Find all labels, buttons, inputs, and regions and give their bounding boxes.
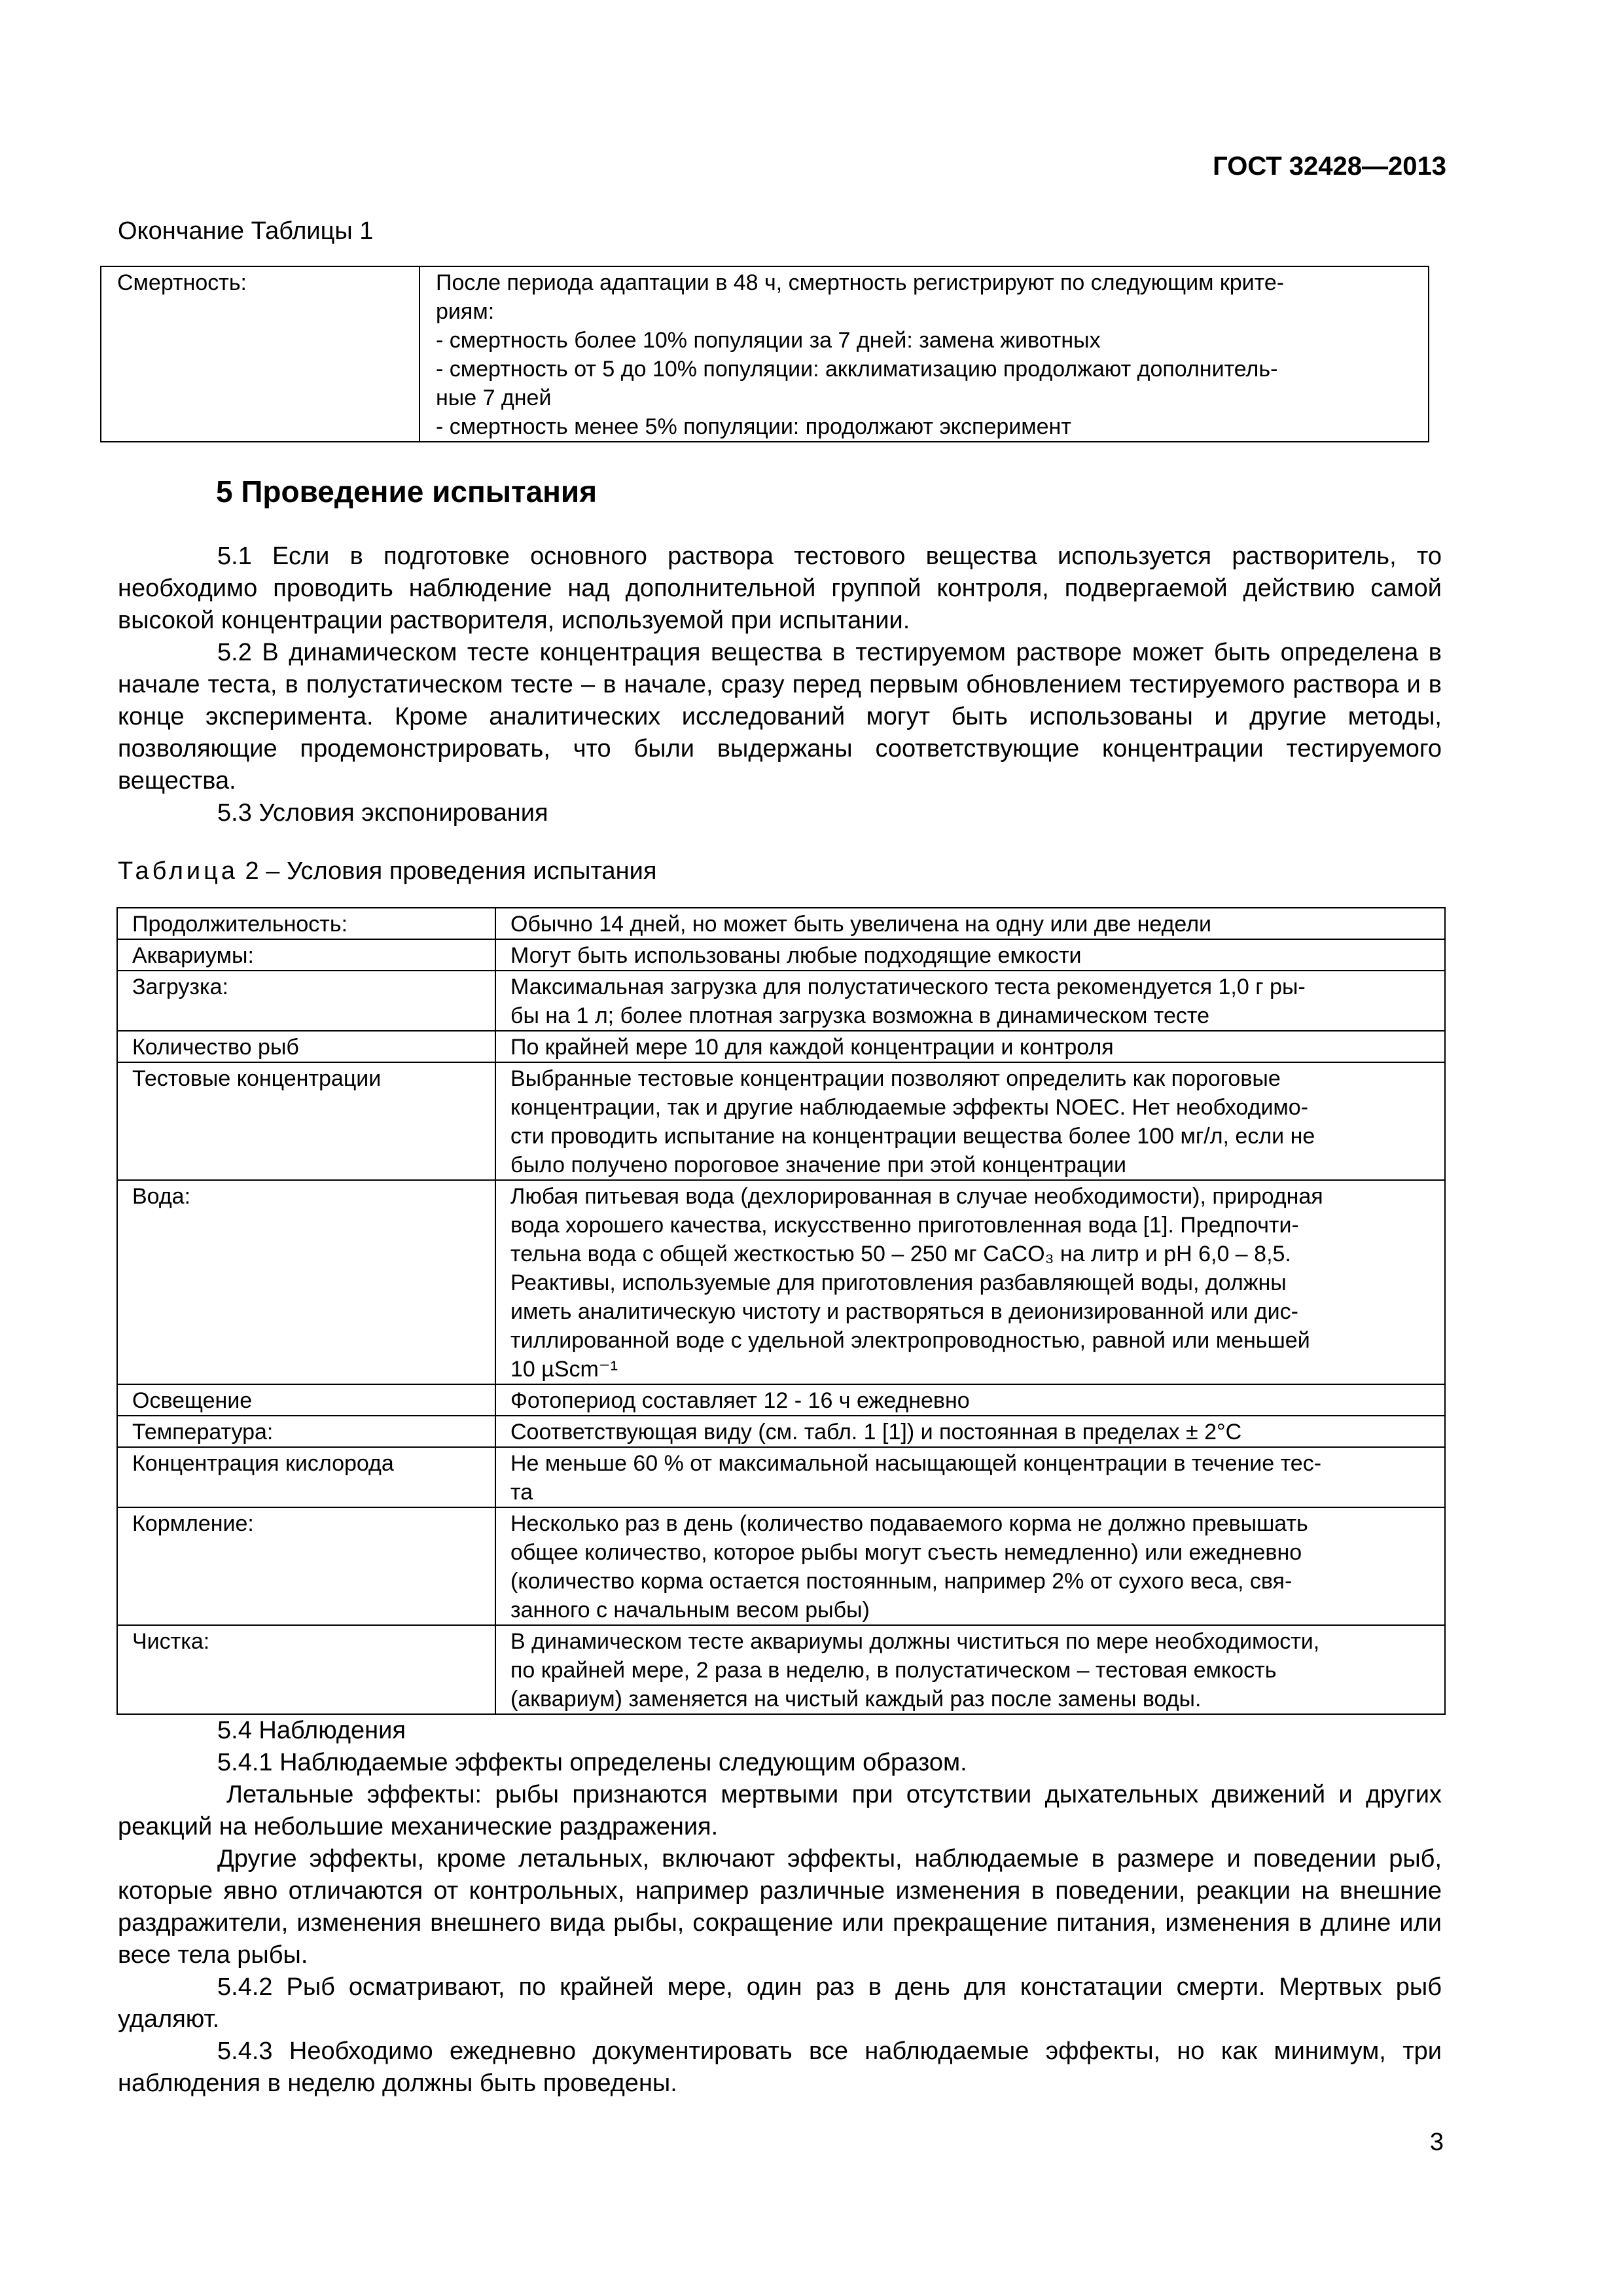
table1-row	[101, 266, 1429, 442]
table2-value-cell	[495, 1031, 1445, 1062]
body-text-bottom	[118, 1715, 1442, 2100]
table1-value-line: - смертность от 5 до 10% популяции: акклиматизацию продолжают дополнитель-	[436, 357, 1278, 382]
table1-value-line: риям:	[436, 299, 495, 324]
table2-row	[117, 1507, 1445, 1625]
table2-row	[117, 939, 1445, 971]
table2-value-line: Несколько раз в день (количество подаваемого корма не должно превышать	[510, 1511, 1308, 1536]
table2-label-cell: Концентрация кислорода	[117, 1447, 495, 1507]
paragraph-5-3: 5.3 Условия экспонирования	[217, 799, 548, 827]
table2-row	[117, 908, 1445, 939]
table2-value-line: Соответствующая виду (см. табл. 1 [1]) и постоянная в пределах ± 2°C	[510, 1420, 1242, 1444]
table2-value-line: было получено пороговое значение при этой концентрации	[510, 1153, 1127, 1177]
table2-value-line: Реактивы, используемые для приготовления разбавляющей воды, должны	[510, 1270, 1287, 1295]
table1-caption: Окончание Таблицы 1	[118, 217, 374, 245]
table2-value-line: бы на 1 л; более плотная загрузка возможна в динамическом тесте	[510, 1003, 1209, 1028]
table1	[100, 266, 1429, 442]
table2-value-cell	[495, 908, 1445, 939]
table2-caption-word: Таблица	[118, 857, 238, 885]
table2-value-line: та	[510, 1480, 533, 1505]
table2-value-line: сти проводить испытание на концентрации вещества более 100 мг/л, если не	[510, 1124, 1315, 1149]
paragraph-5-4-2: 5.4.2 Рыб осматривают, по крайней мере, один раз в день для констатации смерти. Мертвых рыб удаляют.	[118, 1973, 1442, 2033]
table2-value-cell	[495, 1447, 1445, 1507]
table2-label-cell: Кормление:	[117, 1507, 495, 1625]
table2-value-line: Любая питьевая вода (дехлорированная в случае необходимости), природная	[510, 1184, 1323, 1209]
table2	[116, 907, 1446, 1715]
table1-value-line: - смертность менее 5% популяции: продолжают эксперимент	[436, 414, 1071, 439]
table2-label-cell: Освещение	[117, 1384, 495, 1416]
table1-value-line: После периода адаптации в 48 ч, смертность регистрируют по следующим крите-	[436, 270, 1285, 295]
table2-label-cell: Загрузка:	[117, 971, 495, 1031]
paragraph-other-effects: Другие эффекты, кроме летальных, включают эффекты, наблюдаемые в размере и поведении рыб, которые явно отличаются от контрольных, например различные изменения в поведении, реакции на внешние раздражители, изменения внешнего вида рыбы, сокращение или прекращение питания, изменения в длине или весе тела рыбы.	[118, 1845, 1442, 1969]
paragraph-5-1: 5.1 Если в подготовке основного раствора тестового вещества используется растворитель, то необходимо проводить наблюдение над дополнительной группой контроля, подвергаемой действию самой высокой концентрации растворителя, используемой при испытании.	[118, 543, 1442, 634]
section-title: 5 Проведение испытания	[216, 475, 597, 509]
table1-value-line: - смертность более 10% популяции за 7 дней: замена животных	[436, 328, 1101, 353]
body-text-top	[118, 541, 1442, 829]
paragraph-5-4-3: 5.4.3 Необходимо ежедневно документировать все наблюдаемые эффекты, но как минимум, три наблюдения в неделю должны быть проведены.	[118, 2037, 1442, 2097]
table2-row	[117, 1180, 1445, 1384]
table2-label-cell: Чистка:	[117, 1625, 495, 1714]
table2-row	[117, 971, 1445, 1031]
table2-value-cell	[495, 1625, 1445, 1714]
table2-row	[117, 1625, 1445, 1714]
table2-value-line: тельна вода с общей жесткостью 50 – 250 мг CaCO₃ на литр и pH 6,0 – 8,5.	[510, 1242, 1291, 1266]
table2-value-line: иметь аналитическую чистоту и растворяться в деионизированной или дис-	[510, 1299, 1298, 1324]
table1-label-cell: Смертность:	[101, 266, 419, 442]
table2-row	[117, 1416, 1445, 1447]
table1-body	[101, 266, 1429, 442]
table1-value-cell	[419, 266, 1429, 442]
table2-value-line: Выбранные тестовые концентрации позволяют определить как пороговые	[510, 1066, 1281, 1091]
table2-value-cell	[495, 1062, 1445, 1180]
table2-value-line: Могут быть использованы любые подходящие емкости	[510, 943, 1082, 968]
table2-value-line: По крайней мере 10 для каждой концентрации и контроля	[510, 1035, 1114, 1060]
table1-value-line: ные 7 дней	[436, 386, 552, 410]
page-number: 3	[1429, 2128, 1444, 2156]
paragraph-5-2: 5.2 В динамическом тесте концентрация вещества в тестируемом растворе может быть определена в начале теста, в полустатическом тесте – в начале, сразу перед первым обновлением тестируемого раствора и в конце эксперимента. Кроме аналитических исследований могут быть использованы и другие методы, позволяющие продемонстрировать, что были выдержаны соответствующие концентрации тестируемого вещества.	[118, 639, 1442, 795]
table2-value-cell	[495, 1384, 1445, 1416]
document-code: ГОСТ 32428—2013	[1213, 152, 1446, 181]
table2-value-line: вода хорошего качества, искусственно приготовленная вода [1]. Предпочти-	[510, 1213, 1299, 1238]
table2-value-line: концентрации, так и другие наблюдаемые эффекты NOEC. Нет необходимо-	[510, 1095, 1309, 1120]
paragraph-5-4: 5.4 Наблюдения	[217, 1717, 406, 1744]
table2-value-cell	[495, 1180, 1445, 1384]
table2-caption	[118, 857, 656, 886]
table2-value-line: Максимальная загрузка для полустатического теста рекомендуется 1,0 г ры-	[510, 975, 1306, 999]
table2-label-cell: Вода:	[117, 1180, 495, 1384]
table2-value-line: общее количество, которое рыбы могут съесть немедленно) или ежедневно	[510, 1540, 1302, 1565]
table2-label-cell: Продолжительность:	[117, 908, 495, 939]
table2-value-line: по крайней мере, 2 раза в неделю, в полустатическом – тестовая емкость	[510, 1658, 1277, 1683]
table2-value-cell	[495, 1507, 1445, 1625]
table2-value-cell	[495, 939, 1445, 971]
table2-value-cell	[495, 971, 1445, 1031]
paragraph-lethal-effects: Летальные эффекты: рыбы признаются мертвыми при отсутствии дыхательных движений и других реакций на небольшие механические раздражения.	[118, 1781, 1442, 1840]
table2-value-line: тиллированной воде с удельной электропроводностью, равной или меньшей	[510, 1328, 1310, 1353]
table2-label-cell: Количество рыб	[117, 1031, 495, 1062]
table2-row	[117, 1447, 1445, 1507]
paragraph-5-4-1: 5.4.1 Наблюдаемые эффекты определены следующим образом.	[217, 1749, 967, 1776]
table2-label-cell: Тестовые концентрации	[117, 1062, 495, 1180]
table2-value-line: Обычно 14 дней, но может быть увеличена на одну или две недели	[510, 912, 1212, 937]
table2-label-cell: Аквариумы:	[117, 939, 495, 971]
table2-value-line: Не меньше 60 % от максимальной насыщающей концентрации в течение тес-	[510, 1451, 1322, 1476]
table2-row	[117, 1062, 1445, 1180]
table2-value-line: В динамическом тесте аквариумы должны чиститься по мере необходимости,	[510, 1629, 1320, 1654]
table2-value-line: Фотопериод составляет 12 - 16 ч ежедневно	[510, 1388, 970, 1413]
table2-value-line: 10 µScm⁻¹	[510, 1357, 618, 1382]
table2-body	[117, 908, 1445, 1714]
table2-value-line: (аквариум) заменяется на чистый каждый раз после замены воды.	[510, 1687, 1202, 1712]
table2-value-line: (количество корма остается постоянным, например 2% от сухого веса, свя-	[510, 1569, 1293, 1594]
table2-row	[117, 1031, 1445, 1062]
table2-caption-rest: 2 – Условия проведения испытания	[238, 857, 657, 885]
table2-value-cell	[495, 1416, 1445, 1447]
table2-label-cell: Температура:	[117, 1416, 495, 1447]
table2-value-line: занного с начальным весом рыбы)	[510, 1598, 870, 1623]
table2-row	[117, 1384, 1445, 1416]
